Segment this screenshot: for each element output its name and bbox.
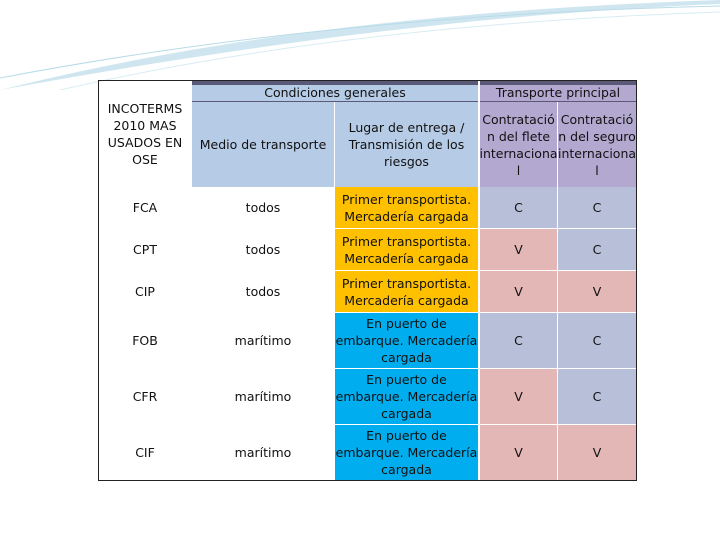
decorative-swoosh <box>0 0 720 90</box>
row-flete: C <box>480 187 557 228</box>
row-term: CPT <box>133 242 157 257</box>
group-label-transport: Transporte principal <box>480 85 636 101</box>
row-term: CIP <box>135 284 155 299</box>
row-flete: V <box>480 369 557 424</box>
row-lugar: En puerto de embarque. Mercadería cargada <box>335 369 478 424</box>
row-seguro: C <box>558 229 636 270</box>
row-lugar: Primer transportista. Mercadería cargada <box>335 229 478 270</box>
row-term: CIF <box>135 445 155 460</box>
row-lugar: Primer transportista. Mercadería cargada <box>335 187 478 228</box>
row-flete: V <box>480 229 557 270</box>
header-medio-transporte: Medio de transporte <box>192 102 334 187</box>
row-seguro: V <box>558 271 636 312</box>
row-flete: V <box>480 425 557 480</box>
row-lugar: En puerto de embarque. Mercadería cargada <box>335 425 478 480</box>
incoterms-table <box>98 80 637 481</box>
row-lugar: En puerto de embarque. Mercadería cargada <box>335 313 478 368</box>
header-incoterms-title: INCOTERMS 2010 MAS USADOS EN OSE <box>107 101 183 167</box>
row-flete: C <box>480 313 557 368</box>
row-medio: todos <box>245 284 281 299</box>
row-seguro: C <box>558 369 636 424</box>
row-seguro: C <box>558 187 636 228</box>
row-flete: V <box>480 271 557 312</box>
row-term: FOB <box>132 333 158 348</box>
row-seguro: V <box>558 425 636 480</box>
row-medio: marítimo <box>234 333 292 348</box>
row-term: CFR <box>132 389 158 404</box>
header-contratacion-seguro: Contratació n del seguro internaciona l <box>558 102 636 187</box>
row-medio: marítimo <box>234 389 292 404</box>
row-seguro: C <box>558 313 636 368</box>
row-term: FCA <box>132 200 158 215</box>
header-lugar-entrega: Lugar de entrega / Transmisión de los riesgos <box>335 102 478 187</box>
row-medio: marítimo <box>234 445 292 460</box>
group-label-general: Condiciones generales <box>192 85 478 101</box>
row-medio: todos <box>245 200 281 215</box>
row-lugar: Primer transportista. Mercadería cargada <box>335 271 478 312</box>
row-medio: todos <box>245 242 281 257</box>
header-contratacion-flete: Contratació n del flete internaciona l <box>480 102 557 187</box>
